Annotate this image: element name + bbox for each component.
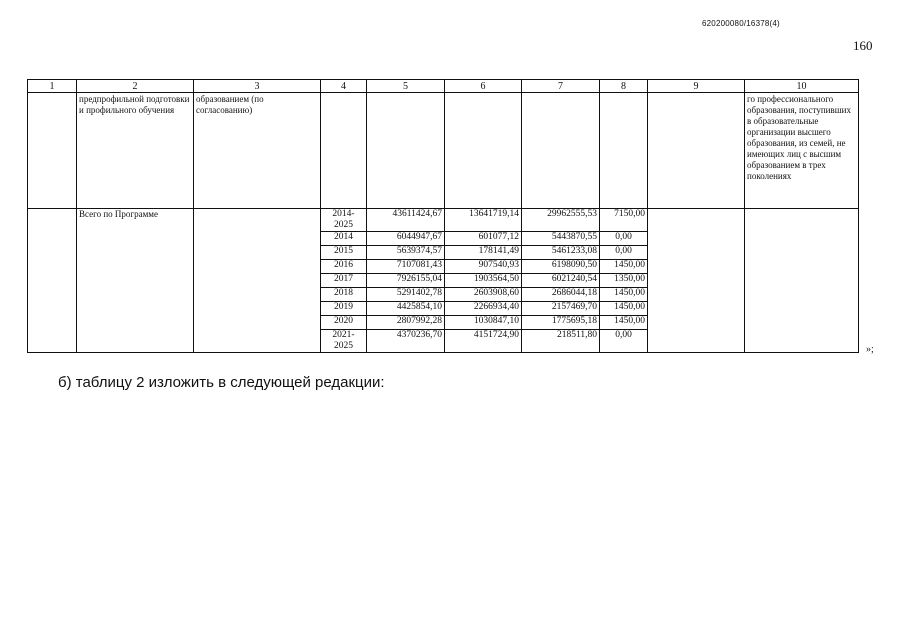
amount-cell: 1030847,10 [445,316,522,330]
amount-cell: 1350,00 [600,274,648,288]
total-label: Всего по Программе [77,209,194,353]
year-cell: 2015 [321,246,367,260]
amount-cell: 1450,00 [600,316,648,330]
header-cell: 4 [321,80,367,93]
header-cell: 1 [28,80,77,93]
table-row [28,209,859,232]
amount-cell: 5291402,78 [367,288,445,302]
year-cell: 2016 [321,260,367,274]
year-cell: 2017 [321,274,367,288]
amount-cell: 43611424,67 [367,209,445,232]
amount-cell: 178141,49 [445,246,522,260]
amount-cell: 5461233,08 [522,246,600,260]
year-cell: 2014-2025 [321,209,367,232]
amount-cell: 29962555,53 [522,209,600,232]
document-id: 620200080/16378(4) [702,19,780,28]
amount-cell: 2266934,40 [445,302,522,316]
amount-cell: 1450,00 [600,302,648,316]
amount-cell: 0,00 [600,246,648,260]
year-cell: 2021-2025 [321,330,367,353]
year-cell: 2019 [321,302,367,316]
page-number: 160 [853,38,873,53]
amount-cell: 601077,12 [445,232,522,246]
amount-cell: 4425854,10 [367,302,445,316]
amount-cell: 2807992,28 [367,316,445,330]
measure-description: предпрофильной подготовки и профильного обучения [77,93,194,209]
amount-cell: 7150,00 [600,209,648,232]
amount-cell: 4370236,70 [367,330,445,353]
header-cell: 8 [600,80,648,93]
header-cell: 10 [745,80,859,93]
amount-cell: 6198090,50 [522,260,600,274]
amount-cell: 2157469,70 [522,302,600,316]
amount-cell: 907540,93 [445,260,522,274]
amount-cell: 6021240,54 [522,274,600,288]
amount-cell: 5639374,57 [367,246,445,260]
amount-cell: 1903564,50 [445,274,522,288]
header-cell: 6 [445,80,522,93]
header-cell: 5 [367,80,445,93]
amount-cell: 7926155,04 [367,274,445,288]
amount-cell: 2603908,60 [445,288,522,302]
amount-cell: 6044947,67 [367,232,445,246]
budget-table [27,79,859,353]
executor-description: образованием (по согласованию) [194,93,321,209]
closing-quote: »; [866,344,874,355]
body-text: б) таблицу 2 изложить в следующей редакции: [58,374,385,391]
amount-cell: 4151724,90 [445,330,522,353]
year-cell: 2014 [321,232,367,246]
amount-cell: 218511,80 [522,330,600,353]
amount-cell: 0,00 [600,330,648,353]
description-row [28,93,859,209]
amount-cell: 1450,00 [600,288,648,302]
amount-cell: 5443870,55 [522,232,600,246]
header-cell: 2 [77,80,194,93]
year-cell: 2020 [321,316,367,330]
header-cell: 7 [522,80,600,93]
header-cell: 9 [648,80,745,93]
indicator-description: го профессионального образования, поступивших в образовательные организации высшего образования, из семей, не имеющих лиц с высшим образованием в трех поколениях [745,93,859,209]
amount-cell: 2686044,18 [522,288,600,302]
amount-cell: 1450,00 [600,260,648,274]
amount-cell: 13641719,14 [445,209,522,232]
amount-cell: 7107081,43 [367,260,445,274]
header-row [28,80,859,93]
amount-cell: 1775695,18 [522,316,600,330]
year-cell: 2018 [321,288,367,302]
amount-cell: 0,00 [600,232,648,246]
header-cell: 3 [194,80,321,93]
